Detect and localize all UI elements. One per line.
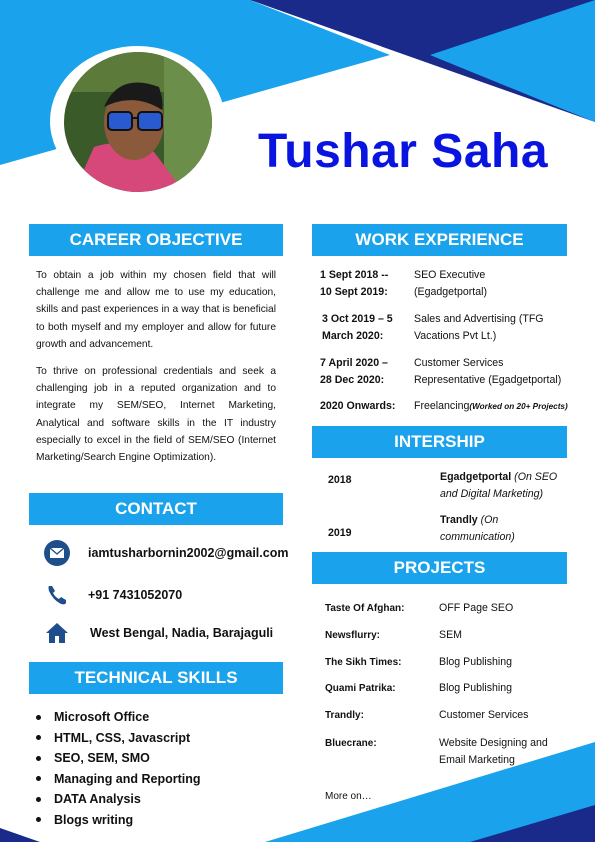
project-name: Taste Of Afghan: xyxy=(325,603,405,614)
intership-year: 2019 xyxy=(328,527,352,539)
profile-photo xyxy=(64,52,212,192)
bullet-icon xyxy=(36,817,41,822)
project-desc: SEM xyxy=(439,629,462,641)
intership-detail: Trandly (On communication) xyxy=(440,514,515,543)
skill-item: Microsoft Office xyxy=(36,707,201,728)
skill-item: DATA Analysis xyxy=(36,789,201,810)
work-date: 7 April 2020 – 28 Dec 2020: xyxy=(320,357,388,386)
project-name: Newsflurry: xyxy=(325,630,381,641)
career-objective-para-1: To obtain a job within my chosen field that will challenge me and allow me to use my education, skills and past experiences in a way that is beneficial to both myself and my employer and allow for future growth and advancement. xyxy=(36,270,276,350)
home-icon xyxy=(44,620,70,646)
contact-phone-row xyxy=(44,582,182,608)
contact-address-row xyxy=(44,620,273,646)
person-name: Tushar Saha xyxy=(258,125,549,178)
project-name: Bluecrane: xyxy=(325,738,377,749)
intership-year: 2018 xyxy=(328,474,352,486)
work-date: 3 Oct 2019 – 5 March 2020: xyxy=(322,313,393,342)
projects-heading: PROJECTS xyxy=(312,552,567,584)
contact-email[interactable]: iamtusharbornin2002@gmail.com xyxy=(88,546,289,560)
bullet-icon xyxy=(36,797,41,802)
project-name: Trandly: xyxy=(325,710,364,721)
project-name: The Sikh Times: xyxy=(325,657,402,668)
bullet-icon xyxy=(36,776,41,781)
contact-heading: CONTACT xyxy=(29,493,283,525)
project-desc: Blog Publishing xyxy=(439,656,513,668)
work-role: SEO Executive (Egadgetportal) xyxy=(414,269,488,298)
project-name: Quami Patrika: xyxy=(325,683,396,694)
skill-item: HTML, CSS, Javascript xyxy=(36,728,201,749)
work-date: 1 Sept 2018 -- 10 Sept 2019: xyxy=(320,269,389,298)
skill-item: Blogs writing xyxy=(36,810,201,831)
skill-item: Managing and Reporting xyxy=(36,769,201,790)
more-projects-link[interactable]: More on… xyxy=(325,791,372,802)
phone-icon xyxy=(44,582,70,608)
project-desc: OFF Page SEO xyxy=(439,602,514,614)
work-role: Freelancing(Worked on 20+ Projects) xyxy=(414,400,568,412)
bottom-left-dark-triangle xyxy=(0,828,40,842)
work-note: (Worked on 20+ Projects) xyxy=(469,402,568,411)
bullet-icon xyxy=(36,735,41,740)
bullet-icon xyxy=(36,715,41,720)
intership-heading: INTERSHIP xyxy=(312,426,567,458)
work-experience-heading: WORK EXPERIENCE xyxy=(312,224,567,256)
work-role: Sales and Advertising (TFG Vacations Pvt Lt.) xyxy=(414,313,544,342)
skill-item: SEO, SEM, SMO xyxy=(36,748,201,769)
contact-phone[interactable]: +91 7431052070 xyxy=(88,588,183,602)
project-desc: Blog Publishing xyxy=(439,682,513,694)
project-desc: Customer Services xyxy=(439,709,529,721)
intership-detail: Egadgetportal (On SEO and Digital Marketing) xyxy=(440,471,558,500)
work-date: 2020 Onwards: xyxy=(320,400,396,412)
contact-email-row xyxy=(44,540,288,566)
technical-skills-heading: TECHNICAL SKILLS xyxy=(29,662,283,694)
bullet-icon xyxy=(36,756,41,761)
skills-list xyxy=(36,707,201,830)
mail-icon xyxy=(44,540,70,566)
career-objective-para-2: To thrive on professional credentials and seek a challenging job in a reputed organization and to integrate my SEM/SEO, Internet Marketing, Analytical and software skills in the IT industry especially to excel in the field of SEM/SEO (Internet Marketing/Search Engine Optimization). xyxy=(36,366,276,464)
work-role: Customer Services Representative (Egadgetportal) xyxy=(414,357,562,386)
career-objective-heading: CAREER OBJECTIVE xyxy=(29,224,283,256)
project-desc: Website Designing and Email Marketing xyxy=(439,737,548,766)
contact-address: West Bengal, Nadia, Barajaguli xyxy=(90,626,274,640)
